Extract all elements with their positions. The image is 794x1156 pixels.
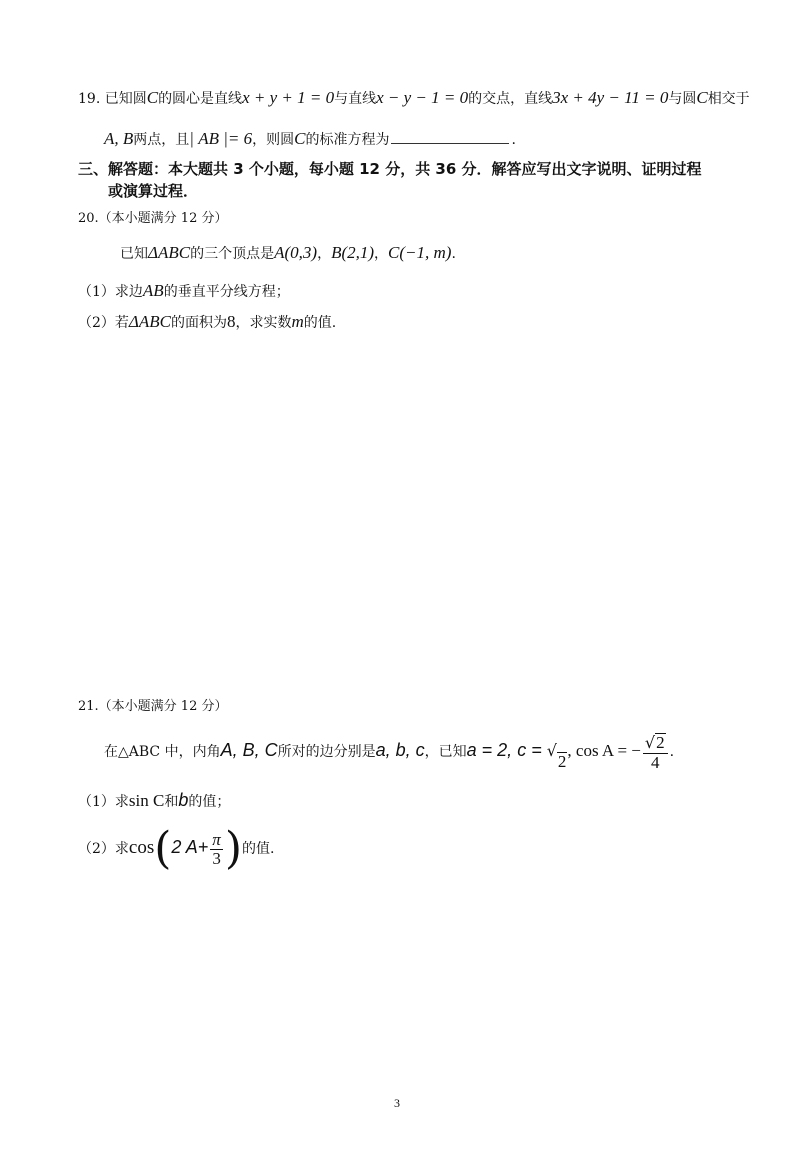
left-paren: ( [154,823,172,874]
q21-stem: 在△ABC 中，内角A, B, C所对的边分别是a, b, c，已知a = 2, c = √ 2 , cos A = − √ 2 4 . [104,732,675,772]
q20-stem: 已知ΔABC的三个顶点是A(0,3)，B(2,1)，C(−1, m). [120,243,456,262]
q20-header: 20.（本小题满分 12 分） [78,211,228,226]
q19-line-2: A, B两点，且| AB |= 6，则圆C的标准方程为 . [104,129,516,148]
sqrt-2: √ 2 [546,741,567,771]
page-number: 3 [394,1096,400,1110]
answer-blank[interactable] [391,129,509,144]
q21-header: 21.（本小题满分 12 分） [78,699,228,714]
q20-part-2: （2）若ΔABC的面积为8，求实数m的值. [78,312,337,331]
q20-part-1: （1）求边AB的垂直平分线方程； [78,281,290,300]
section-heading: 三、解答题：本大题共 3 个小题，每小题 12 分，共 36 分．解答应写出文字说明、证明过程 或演算过程． [78,160,702,200]
q21-part-2: （2）求cos(2 A+ $\frac{\pi}{3}$ )的值. [78,823,275,874]
fraction-sqrt2-over-4: √ 2 4 [643,733,668,772]
right-paren: ) [224,823,242,874]
q19-line-1: 19. 已知圆C的圆心是直线x + y + 1 = 0与直线x − y − 1 = 0的交点，直线3x + 4y − 11 = 0与圆C相交于 [78,88,750,107]
fraction-pi-over-3: $\frac{\pi}{3}$ [212,829,221,868]
q19-number: 19. [78,91,101,107]
q21-part-1: （1）求sin C和b的值； [78,790,231,810]
